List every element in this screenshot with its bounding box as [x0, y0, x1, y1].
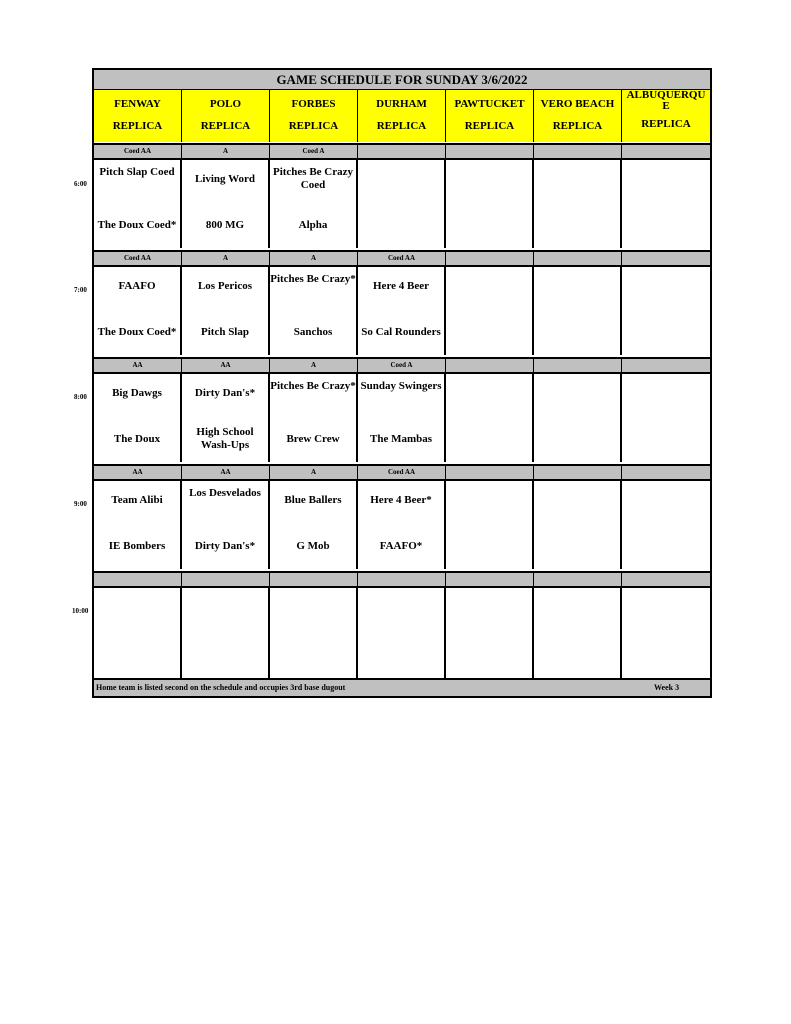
game-cell	[94, 481, 182, 569]
division-label: Coed AA	[94, 145, 182, 158]
game-cell	[622, 588, 710, 680]
game-cell	[94, 374, 182, 462]
away-team: Pitches Be Crazy*	[270, 273, 356, 285]
away-team: Here 4 Beer*	[370, 494, 432, 506]
away-team: Blue Ballers	[284, 494, 342, 506]
home-team: Pitch Slap	[201, 326, 249, 338]
game-cell	[534, 267, 622, 355]
game-cell	[622, 481, 710, 569]
game-cell	[446, 160, 534, 248]
home-team: High School Wash-Ups	[196, 426, 254, 451]
field-header-2	[270, 90, 358, 142]
game-cell	[446, 374, 534, 462]
level-bar	[94, 464, 710, 481]
field-name: FORBES	[291, 98, 336, 110]
home-team: The Doux	[113, 433, 161, 445]
level-bar	[94, 357, 710, 374]
division-label: Coed AA	[358, 252, 446, 265]
game-cell	[534, 481, 622, 569]
game-cell	[94, 588, 182, 680]
field-subtitle: REPLICA	[200, 120, 251, 132]
game-cell	[446, 267, 534, 355]
game-cell	[534, 160, 622, 248]
game-cell	[358, 588, 446, 680]
time-slot-label: 7:00	[74, 286, 87, 294]
home-team: Brew Crew	[286, 433, 340, 445]
division-label	[446, 359, 534, 372]
game-cell	[622, 374, 710, 462]
game-cell	[534, 374, 622, 462]
game-cell	[534, 588, 622, 680]
division-label	[534, 252, 622, 265]
game-cell	[270, 588, 358, 680]
division-label	[534, 359, 622, 372]
home-team: FAAFO*	[379, 540, 423, 552]
division-label	[182, 573, 270, 586]
time-slot-label: 8:00	[74, 393, 87, 401]
division-label: A	[270, 252, 358, 265]
game-cell	[358, 160, 446, 248]
division-label: Coed AA	[358, 466, 446, 479]
away-team: Pitches Be Crazy*	[270, 380, 356, 392]
field-subtitle: REPLICA	[552, 120, 603, 132]
division-label	[270, 573, 358, 586]
home-team: Sanchos	[293, 326, 333, 338]
time-slot-label: 6:00	[74, 180, 87, 188]
game-cell	[182, 588, 270, 680]
field-header-3	[358, 90, 446, 142]
division-label	[446, 252, 534, 265]
home-team-note: Home team is listed second on the schedule and occupies 3rd base dugout	[96, 683, 346, 692]
game-cell	[622, 160, 710, 248]
level-bar	[94, 250, 710, 267]
division-label: AA	[182, 359, 270, 372]
field-subtitle: REPLICA	[112, 120, 163, 132]
away-team: Living Word	[194, 173, 255, 185]
time-slot-label: 9:00	[74, 500, 87, 508]
division-label: AA	[94, 466, 182, 479]
level-bar	[94, 143, 710, 160]
away-team: Team Alibi	[111, 494, 163, 506]
division-label: A	[270, 359, 358, 372]
away-team: Los Pericos	[197, 280, 253, 292]
field-header-1	[182, 90, 270, 142]
field-header-0	[94, 90, 182, 142]
division-label	[534, 573, 622, 586]
schedule-footer	[94, 678, 710, 696]
week-label: Week 3	[654, 683, 680, 692]
away-team: Dirty Dan's*	[194, 387, 256, 399]
game-cell	[358, 374, 446, 462]
away-team: Los Desvelados	[189, 487, 261, 499]
division-label: Coed A	[270, 145, 358, 158]
field-subtitle: REPLICA	[464, 120, 515, 132]
division-label: AA	[94, 359, 182, 372]
game-cell	[182, 160, 270, 248]
home-team: IE Bombers	[108, 540, 166, 552]
time-slot-label: 10:00	[72, 607, 89, 615]
division-label: Coed AA	[94, 252, 182, 265]
division-label	[446, 573, 534, 586]
field-name: FENWAY	[114, 98, 161, 110]
field-name: PAWTUCKET	[454, 98, 525, 110]
home-team: 800 MG	[205, 219, 245, 231]
level-bar	[94, 571, 710, 588]
division-label	[446, 145, 534, 158]
game-cell	[182, 374, 270, 462]
away-team: Sunday Swingers	[360, 380, 442, 392]
schedule-sheet	[92, 68, 712, 698]
field-subtitle: REPLICA	[288, 120, 339, 132]
field-subtitle: REPLICA	[641, 118, 691, 130]
home-team: Alpha	[298, 219, 328, 231]
game-cell	[358, 267, 446, 355]
game-cell	[622, 267, 710, 355]
home-team: The Doux Coed*	[97, 219, 177, 231]
division-label	[622, 252, 710, 265]
game-cell	[182, 481, 270, 569]
away-team: FAAFO	[118, 280, 156, 292]
field-name: DURHAM	[376, 98, 427, 110]
division-label	[622, 573, 710, 586]
home-team: G Mob	[296, 540, 330, 552]
game-cell	[446, 588, 534, 680]
division-label	[534, 466, 622, 479]
away-team: Pitches Be Crazy Coed	[272, 166, 354, 191]
division-label: A	[182, 252, 270, 265]
division-label: AA	[182, 466, 270, 479]
division-label: A	[182, 145, 270, 158]
field-subtitle: REPLICA	[376, 120, 427, 132]
game-cell	[94, 267, 182, 355]
home-team: So Cal Rounders	[361, 326, 441, 338]
division-label	[534, 145, 622, 158]
division-label	[622, 145, 710, 158]
division-label	[622, 466, 710, 479]
field-header-4	[446, 90, 534, 142]
division-label	[358, 573, 446, 586]
game-cell	[270, 481, 358, 569]
game-cell	[94, 160, 182, 248]
division-label: Coed A	[358, 359, 446, 372]
field-header-5	[534, 90, 622, 142]
game-cell	[270, 160, 358, 248]
away-team: Pitch Slap Coed	[99, 166, 175, 178]
field-name: VERO BEACH	[540, 98, 615, 110]
field-header-6	[622, 90, 710, 142]
division-label: A	[270, 466, 358, 479]
home-team: Dirty Dan's*	[194, 540, 256, 552]
home-team: The Doux Coed*	[97, 326, 177, 338]
division-label	[94, 573, 182, 586]
game-cell	[358, 481, 446, 569]
game-cell	[446, 481, 534, 569]
field-name: POLO	[209, 98, 242, 110]
game-cell	[182, 267, 270, 355]
field-name: ALBUQUERQU E	[626, 89, 706, 112]
home-team: The Mambas	[369, 433, 433, 445]
division-label	[622, 359, 710, 372]
division-label	[358, 145, 446, 158]
game-cell	[270, 374, 358, 462]
game-cell	[270, 267, 358, 355]
away-team: Here 4 Beer	[373, 280, 429, 292]
away-team: Big Dawgs	[112, 387, 162, 399]
division-label	[446, 466, 534, 479]
schedule-title: GAME SCHEDULE FOR SUNDAY 3/6/2022	[94, 70, 710, 90]
